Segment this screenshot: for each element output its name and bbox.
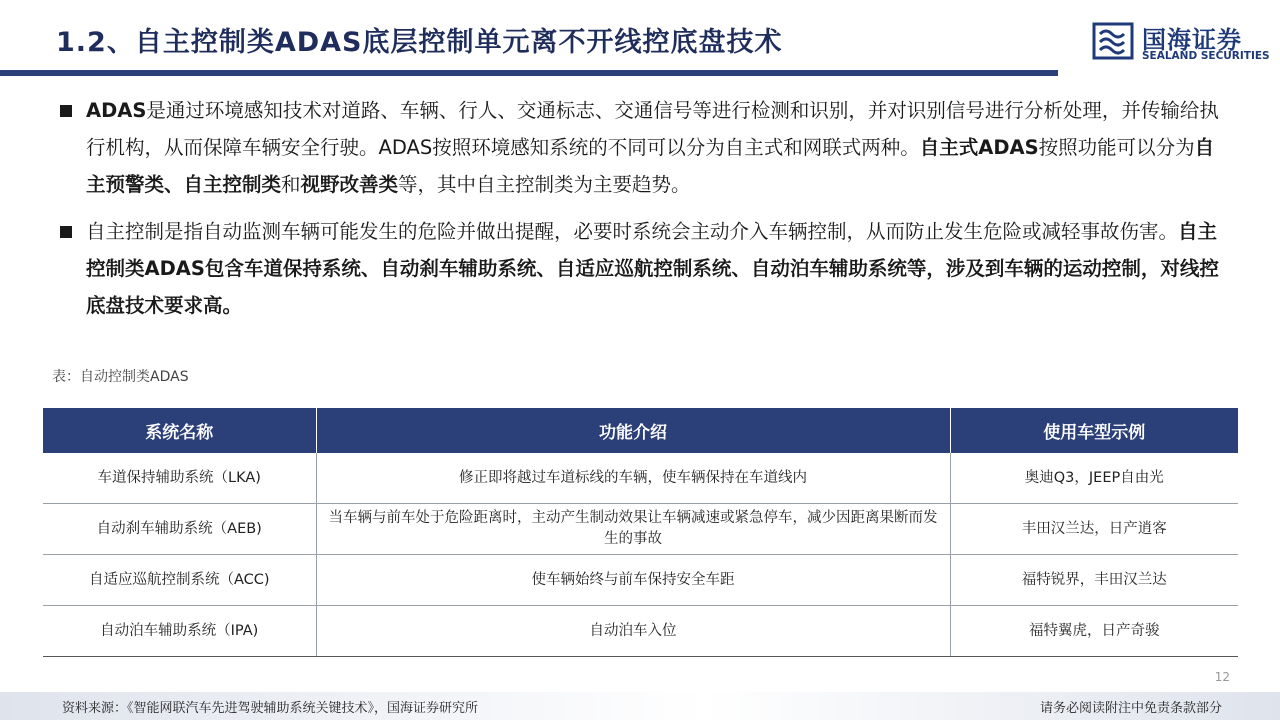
footer-disclaimer: 请务必阅读附注中免责条款部分 bbox=[1040, 701, 1223, 716]
bullet-item bbox=[60, 92, 1230, 203]
bullet-square-icon bbox=[60, 226, 72, 238]
sealand-logo-icon bbox=[1092, 20, 1134, 62]
header-system-name: 系统名称 bbox=[43, 408, 316, 453]
adas-table bbox=[43, 408, 1238, 657]
company-logo bbox=[1092, 18, 1272, 68]
footer-source: 资料来源：《智能网联汽车先进驾驶辅助系统关键技术》，国海证券研究所 bbox=[62, 701, 479, 716]
cell-function: 修正即将越过车道标线的车辆，使车辆保持在车道线内 bbox=[316, 453, 950, 504]
table-caption: 表：自动控制类ADAS bbox=[52, 369, 189, 385]
page-title: 1.2、自主控制类ADAS底层控制单元离不开线控底盘技术 bbox=[56, 27, 783, 58]
cell-system-name: 自动刹车辅助系统（AEB) bbox=[43, 504, 316, 555]
cell-function: 使车辆始终与前车保持安全车距 bbox=[316, 555, 950, 606]
logo-english-name: SEALAND SECURITIES bbox=[1142, 50, 1270, 62]
cell-function: 自动泊车入位 bbox=[316, 606, 950, 657]
bullet-item bbox=[60, 213, 1230, 324]
header-models: 使用车型示例 bbox=[950, 408, 1238, 453]
cell-system-name: 自动泊车辅助系统（IPA) bbox=[43, 606, 316, 657]
cell-models: 丰田汉兰达，日产逍客 bbox=[950, 504, 1238, 555]
cell-models: 福特翼虎，日产奇骏 bbox=[950, 606, 1238, 657]
cell-models: 福特锐界，丰田汉兰达 bbox=[950, 555, 1238, 606]
table-header-row bbox=[43, 408, 1238, 453]
cell-function: 当车辆与前车处于危险距离时，主动产生制动效果让车辆减速或紧急停车，减少因距离果断而发生的事故 bbox=[316, 504, 950, 555]
bullet-square-icon bbox=[60, 105, 72, 117]
bullet-list bbox=[60, 92, 1230, 334]
header-function: 功能介绍 bbox=[316, 408, 950, 453]
bullet-text: ADAS是通过环境感知技术对道路、车辆、行人、交通标志、交通信号等进行检测和识别，并对识别信号进行分析处理，并传输给执行机构，从而保障车辆安全行驶。ADAS按照环境感知系统的不同可以分为自主式和网联式两种。自主式ADAS按照功能可以分为自主预警类、自主控制类和视野改善类等，其中自主控制类为主要趋势。 bbox=[86, 99, 1219, 196]
footer-bar bbox=[0, 692, 1280, 720]
table-row bbox=[43, 606, 1238, 657]
table-row bbox=[43, 555, 1238, 606]
cell-models: 奥迪Q3，JEEP自由光 bbox=[950, 453, 1238, 504]
bullet-text: 自主控制是指自动监测车辆可能发生的危险并做出提醒，必要时系统会主动介入车辆控制，从而防止发生危险或减轻事故伤害。自主控制类ADAS包含车道保持系统、自动刹车辅助系统、自适应巡航控制系统、自动泊车辅助系统等，涉及到车辆的运动控制，对线控底盘技术要求高。 bbox=[86, 220, 1219, 317]
page-number: 12 bbox=[1214, 670, 1230, 684]
cell-system-name: 车道保持辅助系统（LKA) bbox=[43, 453, 316, 504]
table-row bbox=[43, 504, 1238, 555]
table-row bbox=[43, 453, 1238, 504]
cell-system-name: 自适应巡航控制系统（ACC) bbox=[43, 555, 316, 606]
logo-chinese-name: 国海证券 bbox=[1142, 26, 1242, 54]
title-underline-bar bbox=[0, 70, 1058, 76]
